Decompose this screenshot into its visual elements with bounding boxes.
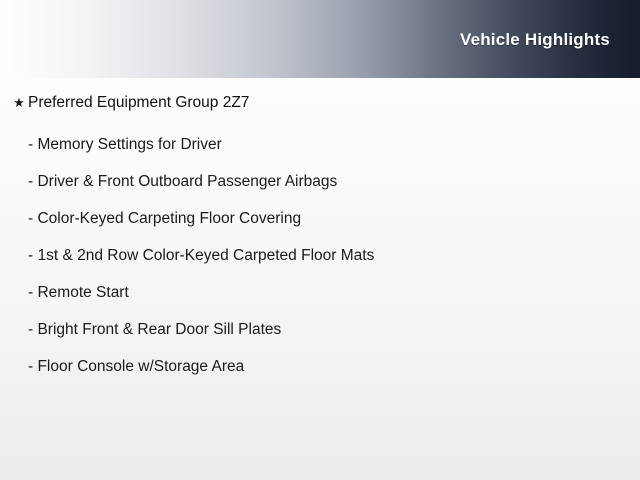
list-item-label: Preferred Equipment Group 2Z7	[28, 94, 250, 111]
list-item-label: - Driver & Front Outboard Passenger Airbags	[28, 173, 338, 190]
list-item	[0, 92, 640, 114]
highlights-list	[0, 78, 640, 378]
list-item	[0, 171, 640, 193]
list-item-label: - Floor Console w/Storage Area	[28, 358, 245, 375]
page-title: Vehicle Highlights	[459, 30, 610, 49]
list-item-label: - Color-Keyed Carpeting Floor Covering	[28, 210, 302, 227]
list-item	[0, 245, 640, 267]
list-item	[0, 134, 640, 156]
list-item-label: - Bright Front & Rear Door Sill Plates	[28, 321, 282, 338]
list-item-label: - Remote Start	[28, 284, 129, 301]
star-icon: ★	[13, 95, 25, 110]
list-item	[0, 319, 640, 341]
list-item	[0, 208, 640, 230]
page-header	[0, 0, 640, 78]
list-item	[0, 282, 640, 304]
list-item	[0, 356, 640, 378]
list-item-label: - 1st & 2nd Row Color-Keyed Carpeted Floor Mats	[28, 247, 375, 264]
list-item-label: - Memory Settings for Driver	[28, 136, 222, 153]
